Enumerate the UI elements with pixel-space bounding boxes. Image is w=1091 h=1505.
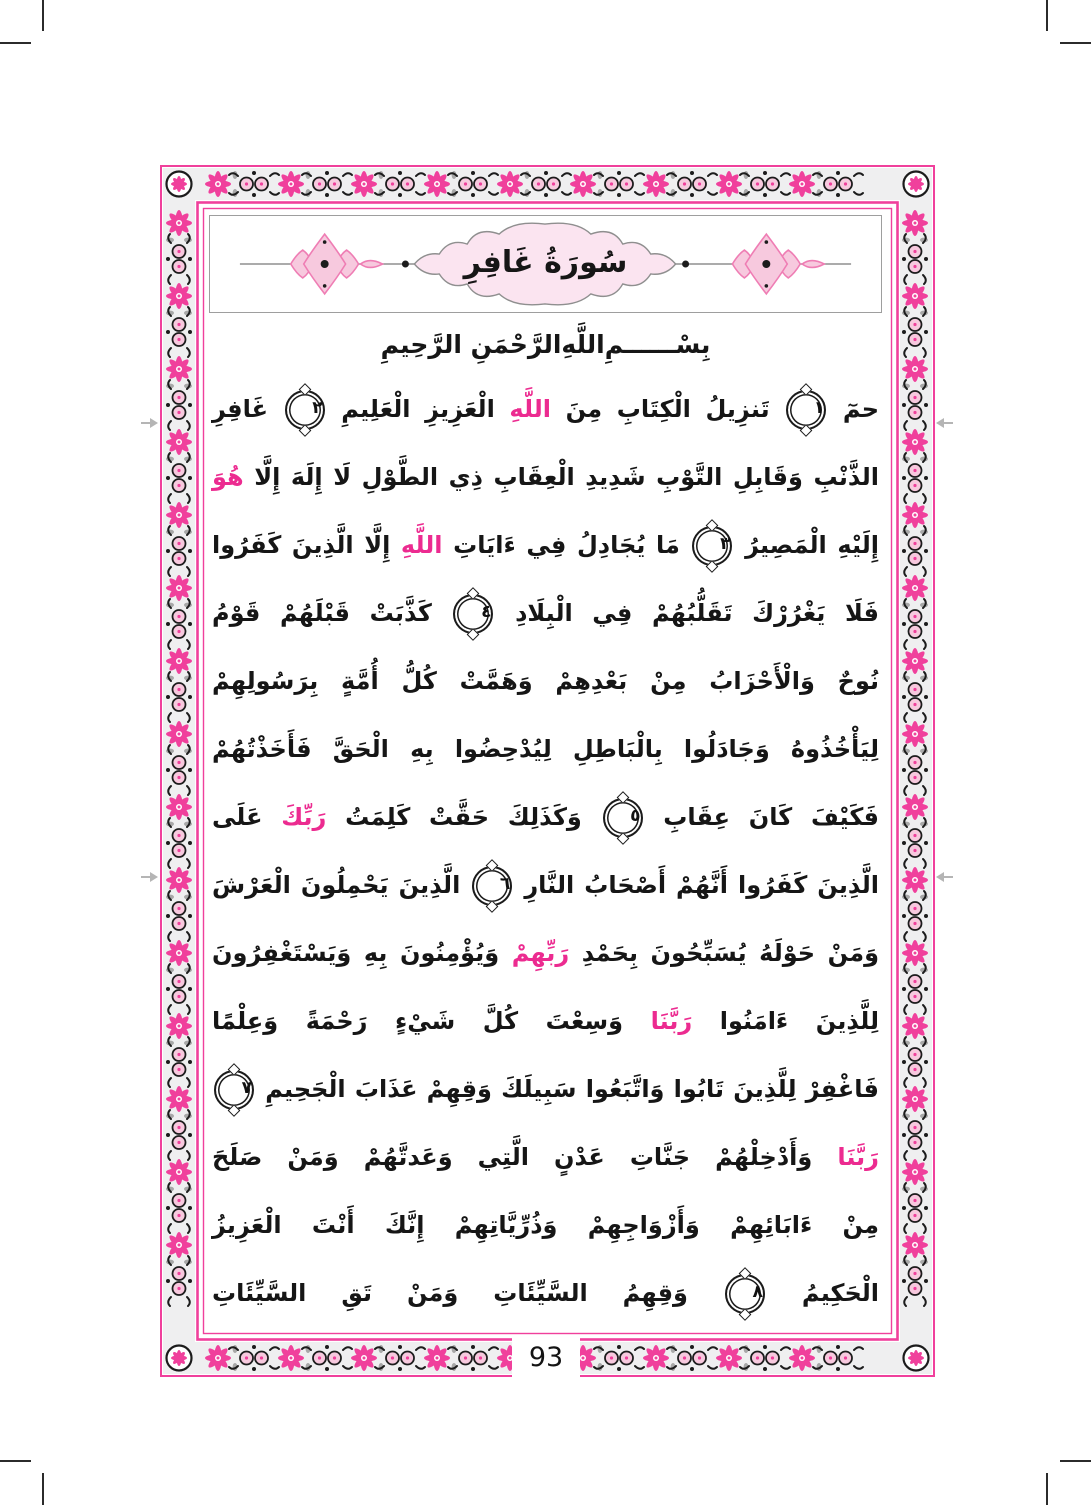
highlighted-word: اللَّهِ [400,531,443,559]
verse-text: حمٓ [828,395,880,423]
verse-text: الذَّنْبِ وَقَابِلِ التَّوْبِ شَدِيدِ الْعِقَابِ ذِي الطَّوْلِ لَا إِلَهَ إِلَّا [243,463,879,491]
ayah-marker [603,798,643,838]
hizb-marker [141,872,158,882]
crop-mark [42,1473,44,1505]
crop-mark [1046,1473,1048,1505]
highlighted-word: رَبَّنَا [837,1143,879,1171]
verse-text: وَقِهِمُ السَّيِّئَاتِ وَمَنْ تَقِ السَّيِّئَاتِ [212,1279,723,1307]
verse-text: تَنزِيلُ الْكِتَابِ مِنَ [551,395,785,423]
surah-header [209,215,882,313]
crop-mark [0,1460,31,1462]
verse-text: وَيُؤْمِنُونَ بِهِ وَيَسْتَغْفِرُونَ [212,939,512,967]
highlighted-word: هُوَ [212,463,244,491]
quran-text-line [212,511,879,579]
ayah-number: ٦ [499,874,511,894]
ayah-number: ٢ [312,398,323,418]
verses-area [205,375,886,1327]
verse-text: مَا يُجَادِلُ فِي ءَايَاتِ [442,531,691,559]
quran-text-line [212,579,879,647]
quran-text-line [212,783,879,851]
highlighted-word: رَبِّكَ [281,803,327,831]
verse-text: غَافِرِ [212,395,283,423]
verse-text: لِيَأْخُذُوهُ وَجَادَلُوا بِالْبَاطِلِ لِيُدْحِضُوا بِهِ الْحَقَّ فَأَخَذْتُهُمْ [212,735,879,763]
verse-text: وَسِعْتَ كُلَّ شَيْءٍ رَحْمَةً وَعِلْمًا [212,1007,651,1035]
hizb-marker [141,418,158,428]
verse-text: عَلَى [212,803,282,831]
highlighted-word: رَبِّهِمْ [511,939,570,967]
crop-mark [1060,1460,1091,1462]
ayah-number: ٨ [752,1282,763,1302]
verse-text: إِلَيْهِ الْمَصِيرُ [734,531,879,559]
verse-text: الَّذِينَ يَحْمِلُونَ الْعَرْشَ [212,871,471,899]
ayah-number: ١ [813,398,825,418]
verse-text: فَكَيْفَ كَانَ عِقَابِ [644,803,880,831]
highlighted-word: رَبَّنَا [650,1007,693,1035]
crop-mark [0,42,31,44]
quran-text-line [212,851,879,919]
verse-text: كَذَّبَتْ قَبْلَهُمْ قَوْمُ [212,599,452,627]
verse-text: الْحَكِيمُ [766,1279,879,1307]
ayah-marker [285,390,325,430]
highlighted-word: اللَّهِ [561,329,605,359]
crop-mark [42,0,44,31]
quran-text-line [212,647,879,715]
quran-text-line [212,375,879,443]
quran-text-line [212,919,879,987]
quran-text-line [212,1191,879,1259]
ayah-number: ٣ [720,534,731,554]
ayah-marker [725,1274,765,1314]
quran-text-line [212,1259,879,1327]
verse-text: نُوحٌ وَالْأَحْزَابُ مِنْ بَعْدِهِمْ وَهَمَّتْ كُلُّ أُمَّةٍ بِرَسُولِهِمْ [212,667,879,695]
verse-text: فَاغْفِرْ لِلَّذِينَ تَابُوا وَاتَّبَعُوا سَبِيلَكَ وَقِهِمْ عَذَابَ الْجَحِيمِ [256,1075,879,1103]
verse-text: الَّذِينَ كَفَرُوا أَنَّهُمْ أَصْحَابُ النَّارِ [514,871,879,899]
ayah-marker [214,1070,254,1110]
verse-text: وَمَنْ حَوْلَهُ يُسَبِّحُونَ بِحَمْدِ [569,939,879,967]
quran-text-line [212,1055,879,1123]
page-content [205,213,886,1333]
verse-text: الْعَزِيزِ الْعَلِيمِ [326,395,510,423]
verse-text: وَكَذَلِكَ حَقَّتْ كَلِمَتُ [326,803,601,831]
hizb-marker [936,418,953,428]
verse-text: إِلَّا الَّذِينَ كَفَرُوا [212,531,401,559]
verse-text: لِلَّذِينَ ءَامَنُوا [692,1007,880,1035]
ayah-number: ٤ [481,602,492,622]
basmala [205,313,886,375]
ayah-marker [472,866,512,906]
ayah-number: ٧ [241,1078,252,1098]
crop-mark [1046,0,1048,31]
ayah-marker [692,526,732,566]
verse-text: فَلَا يَغْرُرْكَ تَقَلُّبُهُمْ فِي الْبِلَادِ [495,599,879,627]
verse-text: بِسْــــــمِ [604,329,711,359]
verse-text: وَأَدْخِلْهُمْ جَنَّاتِ عَدْنٍ الَّتِي وَعَدتَّهُمْ وَمَنْ صَلَحَ [212,1143,838,1171]
ayah-marker [453,594,493,634]
highlighted-word: اللَّهِ [509,395,552,423]
quran-text-line [212,443,879,511]
ayah-marker [786,390,826,430]
ayah-number: ٥ [630,806,641,826]
verse-text: مِنْ ءَابَائِهِمْ وَأَزْوَاجِهِمْ وَذُرِّيَّاتِهِمْ إِنَّكَ أَنْتَ الْعَزِيزُ [212,1211,879,1239]
hizb-marker [936,872,953,882]
quran-text-line [212,715,879,783]
surah-title: سُورَةُ غَافِرِ [463,245,628,281]
quran-text-line [212,987,879,1055]
verse-text: الرَّحْمَنِ الرَّحِيمِ [380,329,562,359]
crop-mark [1060,42,1091,44]
quran-text-line [212,1123,879,1191]
page-number: 93 [512,1336,580,1378]
